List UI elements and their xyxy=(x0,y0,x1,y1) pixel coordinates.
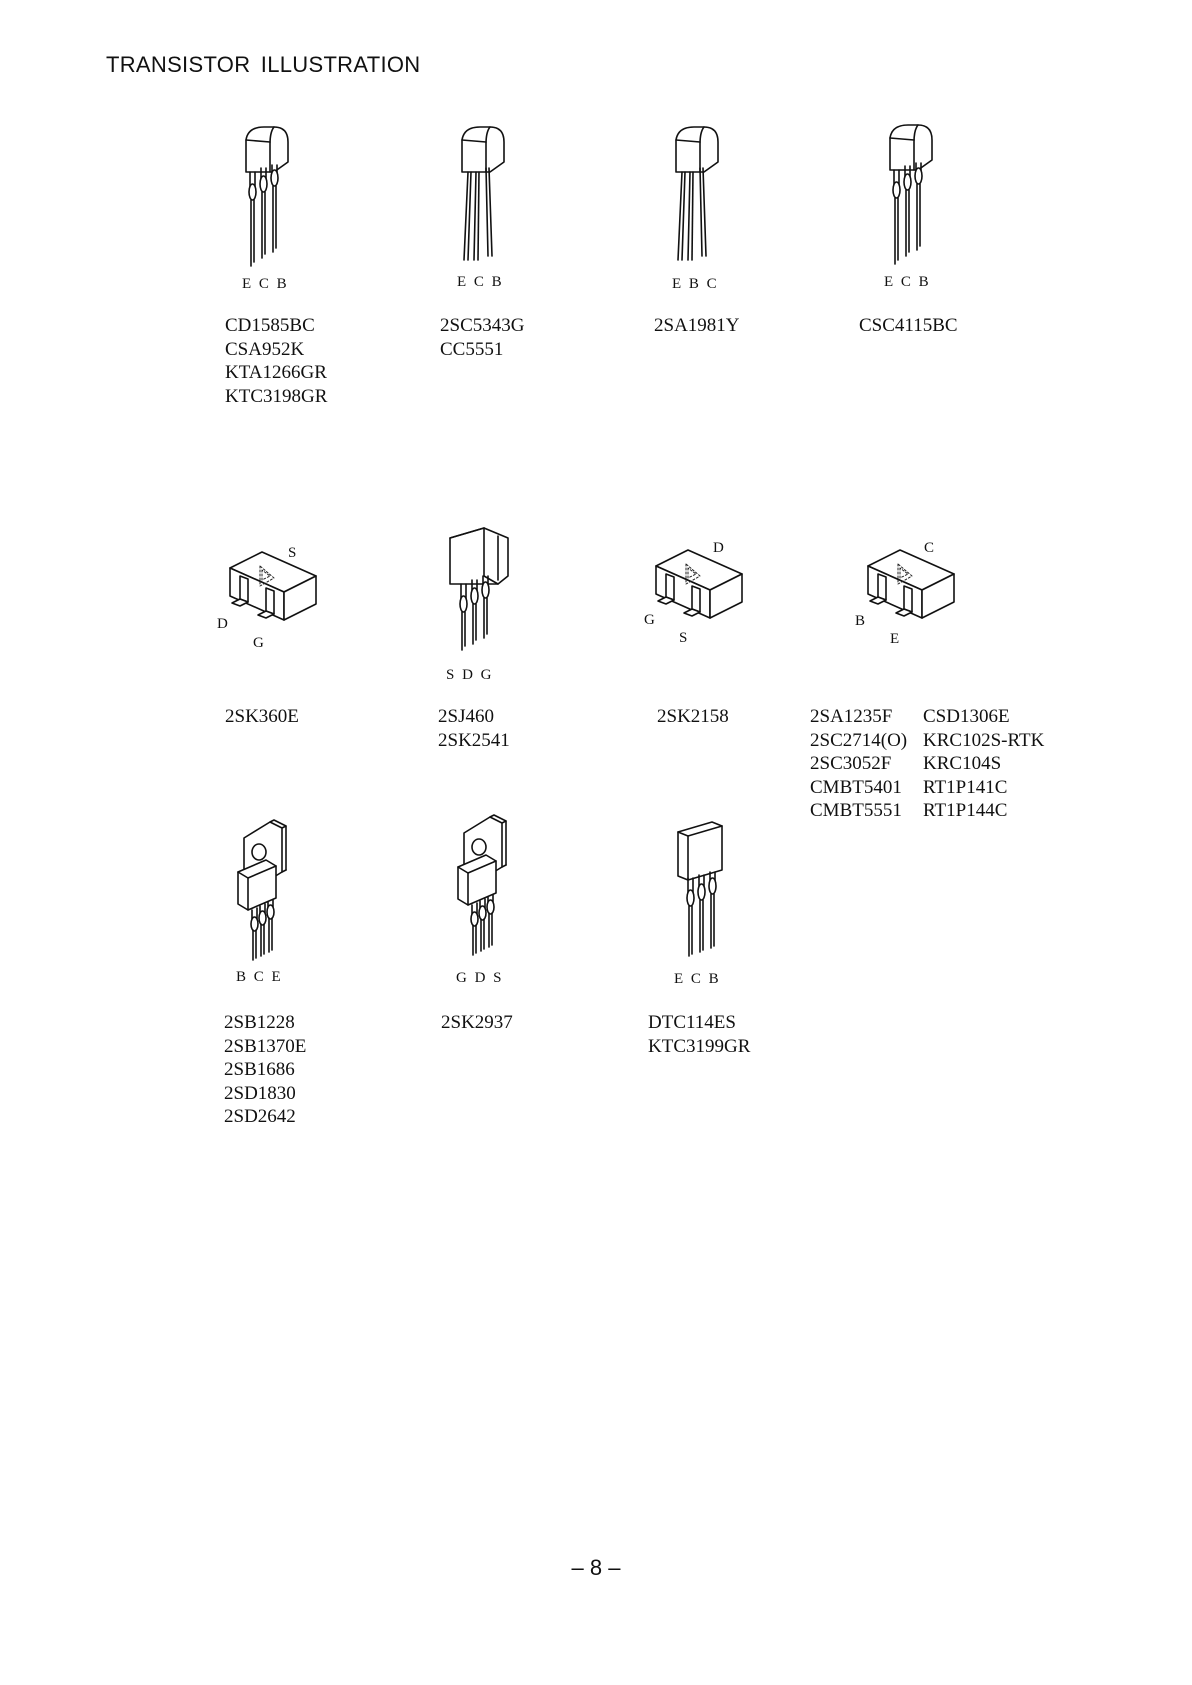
part-number: CSA952K xyxy=(225,338,305,360)
to92-transistor-illustration-3 xyxy=(666,120,726,270)
part-number: RT1P144C xyxy=(923,800,1008,821)
part-list xyxy=(440,314,524,361)
part-number: 2SK2937 xyxy=(441,1012,513,1033)
pin-label-top: D xyxy=(713,540,724,556)
to92-transistor-illustration-4 xyxy=(880,118,940,268)
pin-label-left: G xyxy=(644,612,655,628)
part-number: CMBT5401 xyxy=(810,776,902,798)
part-list xyxy=(224,1011,306,1129)
pin-label-left: D xyxy=(217,616,228,632)
part-number: CD1585BC xyxy=(225,315,315,336)
pin-labels: B C E xyxy=(236,969,281,985)
part-number: 2SK2541 xyxy=(438,729,510,751)
pin-label-bottom: E xyxy=(890,631,900,647)
part-number: 2SJ460 xyxy=(438,706,494,727)
part-number: KTC3198GR xyxy=(225,385,328,407)
part-number: DTC114ES xyxy=(648,1012,736,1033)
pin-label-top: C xyxy=(924,540,935,556)
pin-label-top: S xyxy=(288,545,297,561)
smd-transistor-illustration-1 xyxy=(222,548,322,638)
page-number: – 8 – xyxy=(571,1555,621,1580)
part-list xyxy=(438,705,510,752)
to92l-transistor-illustration xyxy=(444,524,514,654)
pin-label-bottom: G xyxy=(253,635,264,651)
pin-labels: S D G xyxy=(446,667,492,683)
part-list xyxy=(859,314,958,338)
smd-transistor-illustration-3 xyxy=(860,546,960,636)
part-number: 2SD2642 xyxy=(224,1106,296,1127)
part-list xyxy=(648,1011,750,1058)
part-list xyxy=(657,705,729,729)
part-list xyxy=(225,705,299,729)
pin-labels: E C B xyxy=(884,274,929,290)
part-number: KTA1266GR xyxy=(225,362,327,383)
to220-transistor-illustration-1 xyxy=(230,820,300,965)
part-list xyxy=(441,1011,513,1035)
part-number: 2SD1830 xyxy=(224,1082,296,1104)
part-number: 2SB1370E xyxy=(224,1035,307,1057)
part-number: 2SC2714(O) xyxy=(810,729,908,751)
part-number: RT1P141C xyxy=(923,776,1008,798)
to92l-transistor-illustration-2 xyxy=(672,818,742,958)
pin-label-bottom: S xyxy=(679,630,688,646)
pin-label-left: B xyxy=(855,613,866,629)
part-list xyxy=(225,314,327,408)
part-number: 2SA1981Y xyxy=(654,315,740,336)
part-number: CC5551 xyxy=(440,338,504,360)
part-number: 2SC3052F xyxy=(810,753,892,774)
pin-labels: E C B xyxy=(674,971,719,987)
part-number: 2SB1228 xyxy=(224,1012,295,1033)
part-number: KRC104S xyxy=(923,753,1002,774)
part-number: KTC3199GR xyxy=(648,1035,751,1057)
part-number: 2SC5343G xyxy=(440,315,525,336)
smd-transistor-illustration-2 xyxy=(648,546,748,636)
part-number: 2SK360E xyxy=(225,706,299,727)
page-title: TRANSISTOR ILLUSTRATION xyxy=(106,52,421,77)
part-number: CMBT5551 xyxy=(810,800,902,821)
pin-labels: G D S xyxy=(456,970,502,986)
part-number: 2SK2158 xyxy=(657,706,729,727)
part-number: KRC102S-RTK xyxy=(923,729,1045,751)
pin-labels: E C B xyxy=(457,274,502,290)
to92-transistor-illustration-1 xyxy=(236,120,296,270)
pin-labels: E C B xyxy=(242,276,287,292)
part-number: 2SB1686 xyxy=(224,1059,295,1080)
part-list xyxy=(654,314,740,338)
part-number: CSC4115BC xyxy=(859,315,958,336)
part-number: CSD1306E xyxy=(923,706,1010,727)
pin-labels: E B C xyxy=(672,276,717,292)
to92-transistor-illustration-2 xyxy=(452,120,512,270)
to220-transistor-illustration-2 xyxy=(450,815,520,960)
part-number: 2SA1235F xyxy=(810,706,893,727)
part-list xyxy=(923,705,1044,823)
part-list xyxy=(810,705,907,823)
